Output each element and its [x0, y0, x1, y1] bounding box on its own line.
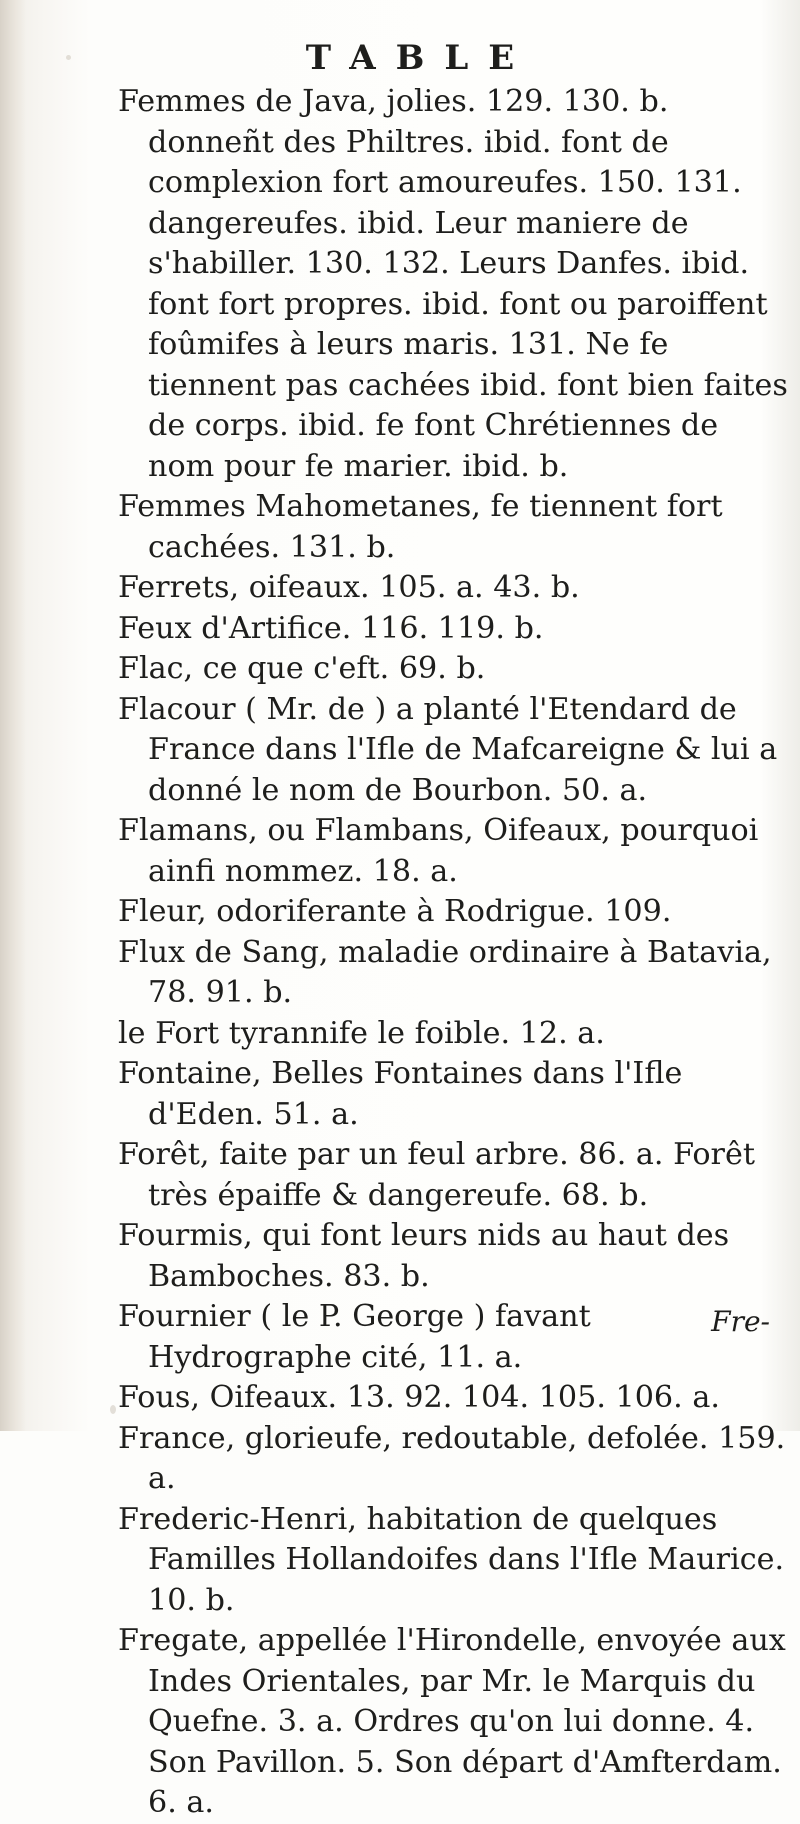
- index-entry: Fleur, odoriferante à Rodrigue. 109.: [118, 894, 672, 929]
- index-entry: le Fort tyrannife le foible. 12. a.: [118, 1015, 605, 1051]
- index-entry: Fournier ( le P. George ) favant Hydrographe cité, 11. a.: [118, 1299, 591, 1375]
- index-entry: Flux de Sang, maladie ordinaire à Batavia, 78. 91. b.: [118, 934, 772, 1010]
- index-entry: Femmes Mahometanes, fe tiennent fort cachées. 131. b.: [118, 489, 723, 565]
- index-entry: Fous, Oifeaux. 13. 92. 104. 105. 106. a.: [118, 1380, 720, 1415]
- index-entry: Femmes de Java, jolies. 129. 130. b. donneñt des Philtres. ibid. font de complexion fort amoureufes. 150. 131. dangereufes. ibid. Leur maniere de s'habiller. 130. 132. Leurs Danfes. ibid. font fort propres. ibid. font ou paroiffent foûmifes à leurs maris. 131. Ne fe tiennent pas cachées ibid. font bien faites de corps. ibid. fe font Chrétiennes de nom pour fe marier. ibid. b.: [118, 84, 788, 484]
- index-entry: Fourmis, qui font leurs nids au haut des Bamboches. 83. b.: [118, 1218, 730, 1294]
- index-entry: Forêt, faite par un feul arbre. 86. a. Forêt très épaiffe & dangereufe. 68. b.: [118, 1137, 755, 1213]
- ink-speck: [110, 1405, 116, 1414]
- index-entry: Flamans, ou Flambans, Oifeaux, pourquoi ainfi nommez. 18. a.: [118, 813, 759, 889]
- index-entry: Fontaine, Belles Fontaines dans l'Ifle d'Eden. 51. a.: [118, 1056, 683, 1132]
- catchword: Fre-: [711, 1305, 770, 1338]
- index-entry: Flac, ce que c'eft. 69. b.: [118, 651, 486, 686]
- page-gutter-edge: [0, 0, 26, 1431]
- index-entry: France, glorieufe, redoutable, defolée. 159. a.: [118, 1420, 786, 1496]
- index-entries: [118, 82, 793, 1824]
- index-entry: Fregate, appellée l'Hirondelle, envoyée aux Indes Orientales, par Mr. le Marquis du Quefne. 3. a. Ordres qu'on lui donne. 4. Son Pavillon. 5. Son départ d'Amfterdam. 6. a.: [118, 1623, 786, 1820]
- index-entry: Flacour ( Mr. de ) a planté l'Etendard de France dans l'Ifle de Mafcareigne & lui a donné le nom de Bourbon. 50. a.: [118, 691, 778, 808]
- index-entry: Feux d'Artifice. 116. 119. b.: [118, 610, 544, 646]
- index-entry: Ferrets, oifeaux. 105. a. 43. b.: [118, 570, 580, 605]
- running-head: TABLE: [305, 38, 535, 78]
- index-entry: Frederic-Henri, habitation de quelques Familles Hollandoifes dans l'Ifle Maurice. 10. b.: [118, 1501, 785, 1618]
